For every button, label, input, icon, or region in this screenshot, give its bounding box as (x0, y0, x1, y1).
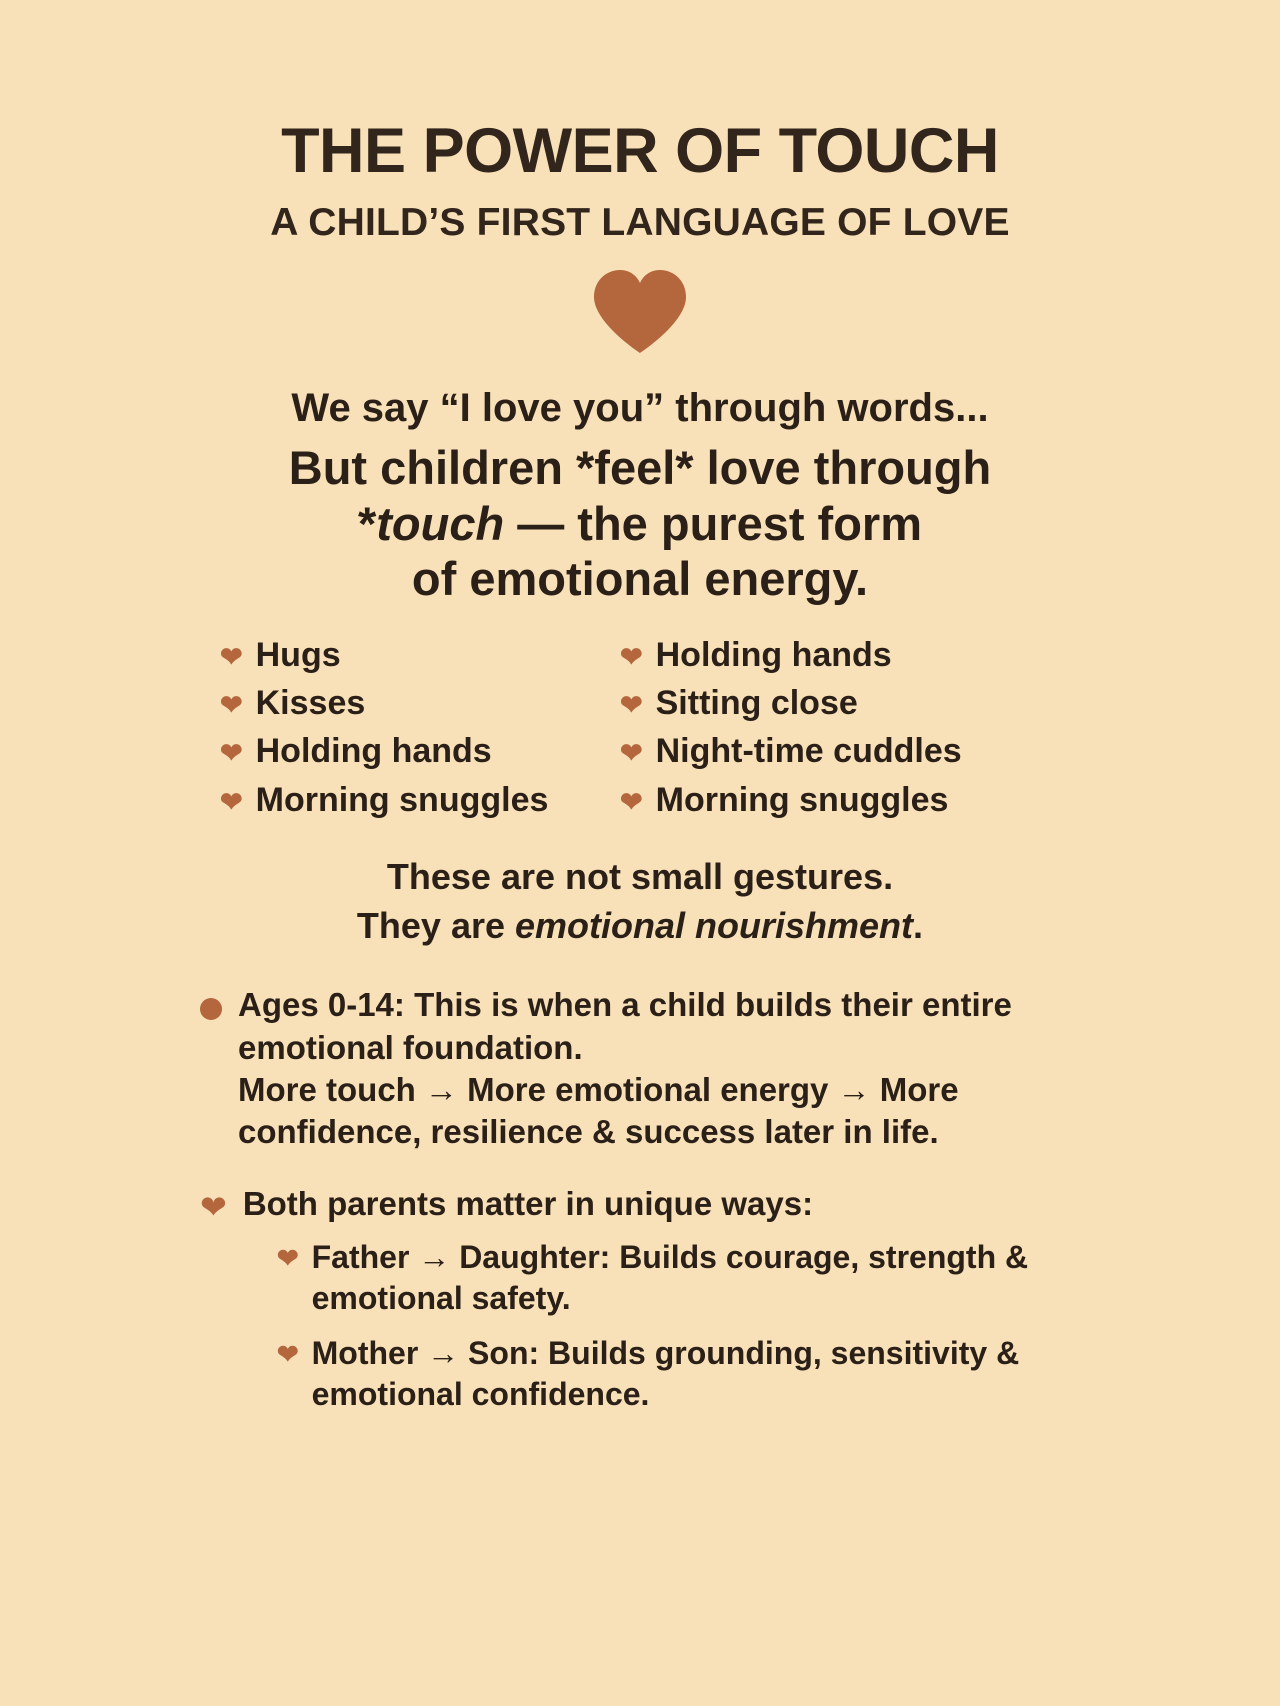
heart-icon: ❤ (200, 1189, 227, 1226)
touch-examples-left-column (200, 637, 620, 820)
list-item-label: Sitting close (655, 683, 858, 722)
gestures-line-2-suffix: . (913, 904, 924, 946)
list-item (277, 1237, 1080, 1319)
list-item (220, 685, 620, 722)
dot-bullet-icon (200, 998, 222, 1020)
list-item (620, 685, 1080, 722)
heart-icon (590, 267, 690, 371)
detail-blocks (200, 984, 1080, 1415)
lead-line-3-prefix: * (357, 496, 377, 550)
block-ages-extra-line-2: confidence, resilience & success later in life. (238, 1113, 939, 1150)
list-item-label: Holding hands (655, 635, 892, 674)
list-item-label: Kisses (255, 683, 366, 722)
block-parents-sublist (243, 1237, 1080, 1415)
block-ages-body (238, 984, 1080, 1153)
block-parents-body (243, 1183, 1080, 1415)
list-item-label: Morning snuggles (255, 780, 549, 819)
list-item (277, 1333, 1080, 1415)
block-ages-extra-line-1: More touch → More emotional energy → More (238, 1070, 959, 1108)
list-item (620, 637, 1080, 674)
lead-line-3-suffix: — the purest form (504, 496, 923, 550)
list-item (620, 733, 1080, 770)
heart-icon: ❤ (220, 786, 243, 817)
list-item (220, 782, 620, 819)
block-ages-text: This is when a child builds their entire emotional foundation. (238, 986, 1012, 1066)
heart-icon: ❤ (220, 738, 243, 769)
lead-line-2: But children *feel* love through (288, 441, 992, 495)
heart-icon: ❤ (220, 641, 243, 672)
list-item-label: Hugs (255, 635, 341, 674)
touch-examples (200, 637, 1080, 820)
page-subtitle: A CHILD’S FIRST LANGUAGE OF LOVE (270, 201, 1010, 244)
heart-icon: ❤ (276, 1339, 299, 1370)
lead-line-3 (289, 496, 991, 551)
gestures-statement (357, 853, 923, 950)
lead-line-3-emphasis: touch (376, 496, 505, 550)
list-item (220, 733, 620, 770)
block-ages-label: Ages 0-14: (238, 986, 405, 1024)
gestures-line-1: These are not small gestures. (386, 856, 894, 898)
sub-item-label: Mother → Son: (311, 1335, 540, 1372)
lead-line-4: of emotional energy. (411, 552, 869, 606)
gestures-line-2-emphasis: emotional nourishment (515, 904, 914, 946)
heart-icon: ❤ (620, 786, 643, 817)
heart-icon: ❤ (620, 689, 643, 720)
sub-item-label: Father → Daughter: (311, 1239, 611, 1276)
list-item (220, 637, 620, 674)
list-item (620, 782, 1080, 819)
block-parents-label: Both parents matter in unique ways: (242, 1185, 814, 1223)
sub-item-body: Builds courage, strength & emotional safety. (311, 1239, 1029, 1317)
sub-item-text (312, 1237, 1080, 1319)
block-ages (200, 984, 1080, 1153)
lead-line-1: We say “I love you” through words... (291, 386, 989, 430)
sub-item-body: Builds grounding, sensitivity & emotional confidence. (311, 1335, 1020, 1413)
heart-icon: ❤ (620, 738, 643, 769)
gestures-line-2 (357, 902, 923, 951)
heart-icon: ❤ (620, 641, 643, 672)
lead-paragraph (289, 385, 991, 607)
block-parents (200, 1183, 1080, 1415)
heart-icon: ❤ (276, 1243, 299, 1274)
sub-item-text (312, 1333, 1080, 1415)
list-item-label: Morning snuggles (655, 780, 949, 819)
gestures-line-2-prefix: They are (356, 904, 516, 946)
page-title: THE POWER OF TOUCH (281, 116, 999, 186)
list-item-label: Night-time cuddles (655, 732, 962, 771)
touch-examples-right-column (620, 637, 1080, 820)
heart-icon: ❤ (220, 689, 243, 720)
list-item-label: Holding hands (255, 732, 492, 771)
